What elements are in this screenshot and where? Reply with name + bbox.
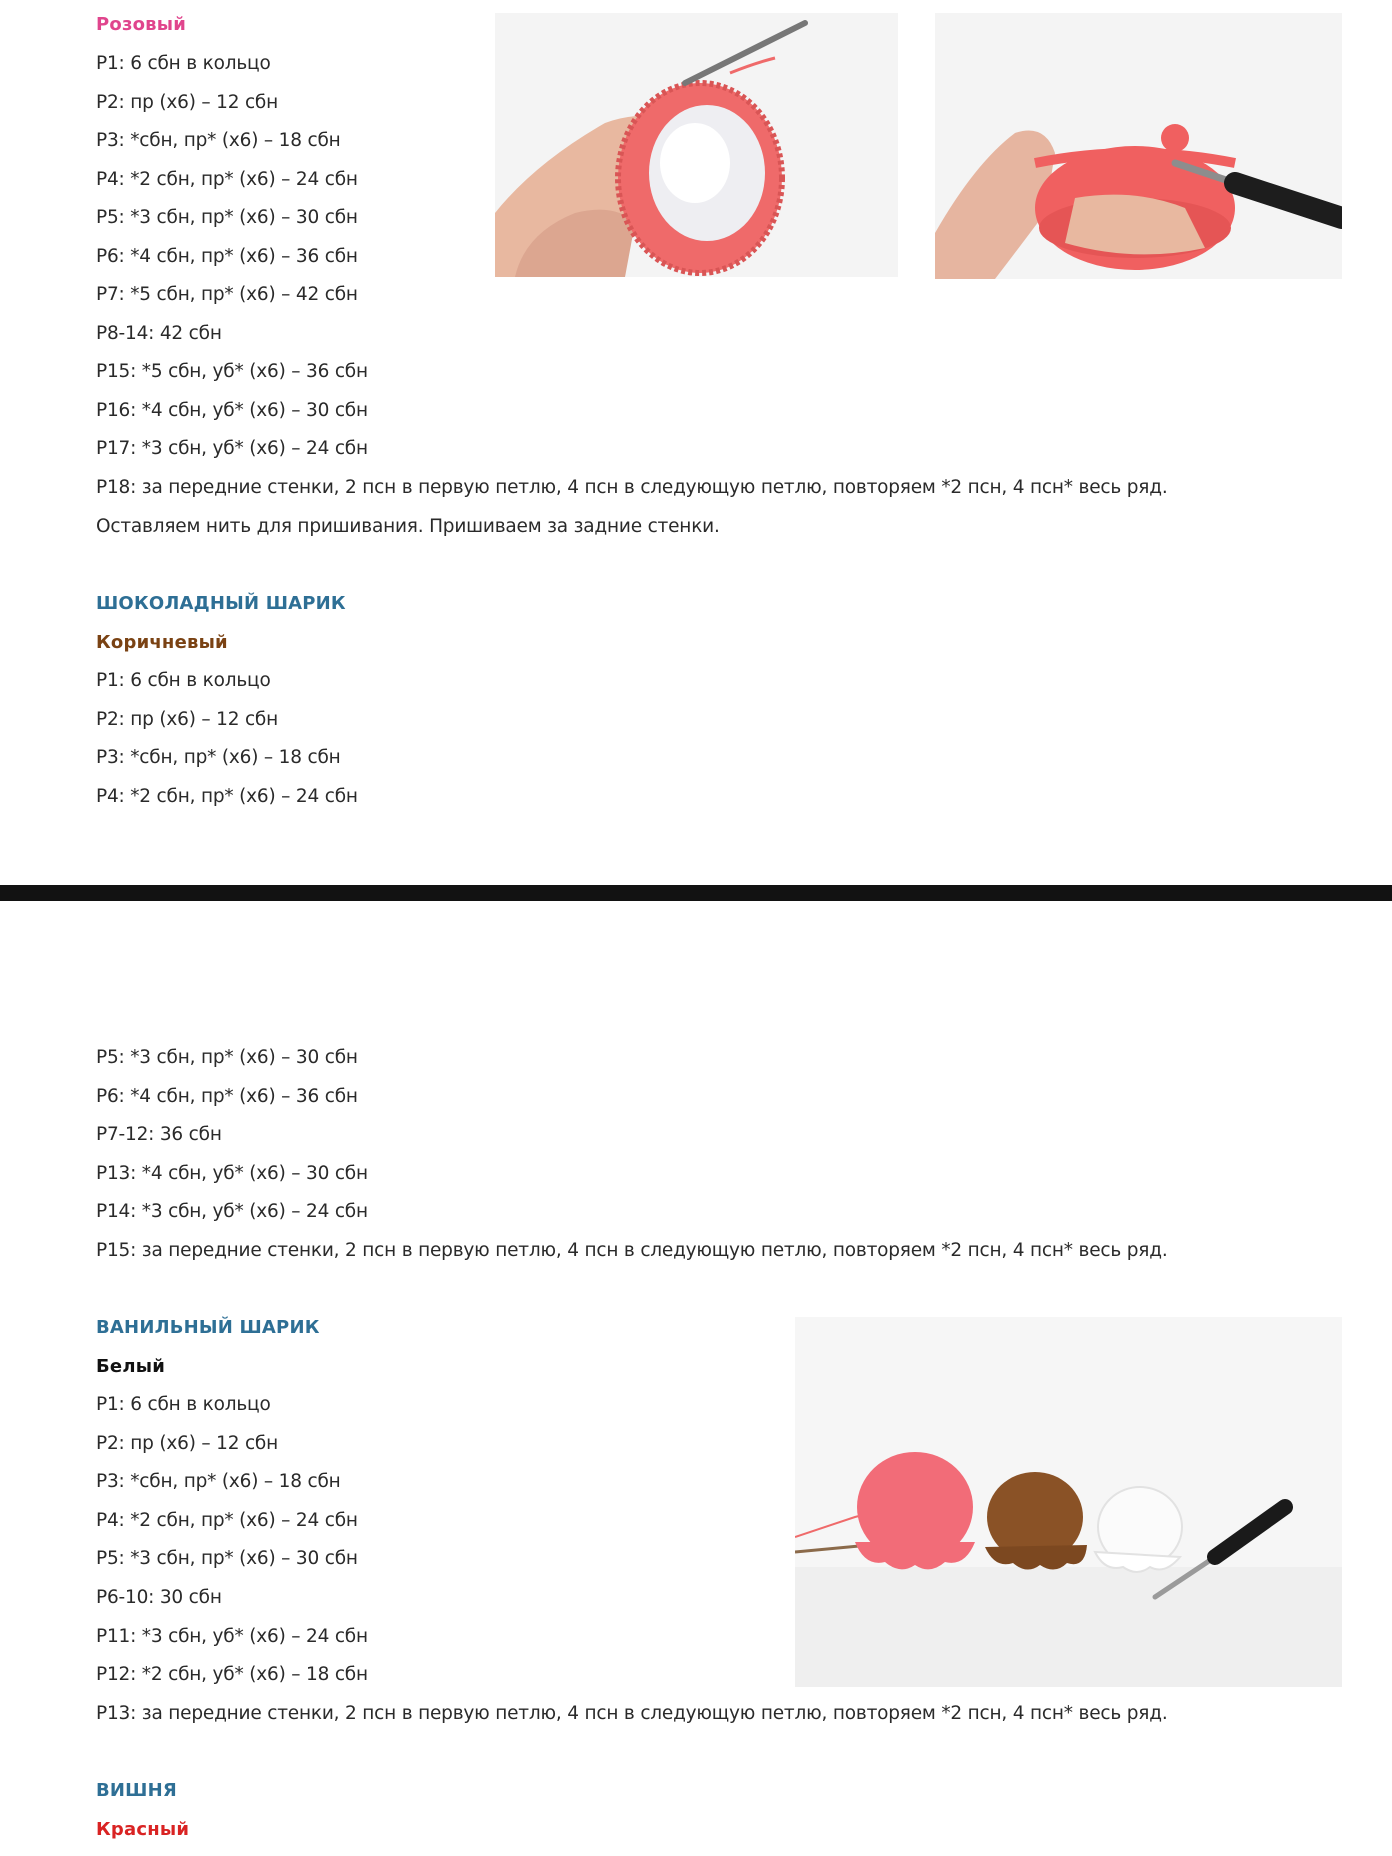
pattern-row: Р13: *4 сбн, уб* (х6) – 30 сбн	[96, 1163, 368, 1184]
pattern-row: Р7: *5 сбн, пр* (х6) – 42 сбн	[96, 284, 358, 305]
pattern-row: Р5: *3 сбн, пр* (х6) – 30 сбн	[96, 207, 358, 228]
pattern-row: Р7-12: 36 сбн	[96, 1124, 222, 1145]
page-divider	[0, 885, 1392, 901]
pattern-row: Р13: за передние стенки, 2 псн в первую петлю, 4 псн в следующую петлю, повторяем *2 псн, 4 псн* весь ряд.	[96, 1703, 1168, 1724]
pattern-row: Р15: *5 сбн, уб* (х6) – 36 сбн	[96, 361, 368, 382]
pattern-row: Р1: 6 сбн в кольцо	[96, 53, 271, 74]
pattern-row: Р3: *сбн, пр* (х6) – 18 сбн	[96, 130, 341, 151]
color-label-red: Красный	[96, 1819, 190, 1840]
color-label-white: Белый	[96, 1356, 166, 1377]
photo-pink-stuffing	[495, 13, 898, 277]
pattern-row: Р6-10: 30 сбн	[96, 1587, 222, 1608]
pattern-row: Р1: 6 сбн в кольцо	[96, 1394, 271, 1415]
pattern-row: Р6: *4 сбн, пр* (х6) – 36 сбн	[96, 1086, 358, 1107]
pattern-row: Р3: *сбн, пр* (х6) – 18 сбн	[96, 747, 341, 768]
pattern-row: Р2: пр (х6) – 12 сбн	[96, 92, 279, 113]
pattern-row: Р14: *3 сбн, уб* (х6) – 24 сбн	[96, 1201, 368, 1222]
pattern-row: Р18: за передние стенки, 2 псн в первую петлю, 4 псн в следующую петлю, повторяем *2 псн, 4 псн* весь ряд.	[96, 477, 1168, 498]
pattern-row: Р4: *2 сбн, пр* (х6) – 24 сбн	[96, 786, 358, 807]
pattern-row: Р12: *2 сбн, уб* (х6) – 18 сбн	[96, 1664, 368, 1685]
pattern-row: Р3: *сбн, пр* (х6) – 18 сбн	[96, 1471, 341, 1492]
pattern-row: Р2: пр (х6) – 12 сбн	[96, 1433, 279, 1454]
pattern-row: Р5: *3 сбн, пр* (х6) – 30 сбн	[96, 1047, 358, 1068]
section-title-cherry: ВИШНЯ	[96, 1780, 177, 1801]
section-title-chocolate: ШОКОЛАДНЫЙ ШАРИК	[96, 593, 346, 614]
photo-three-scoops	[795, 1317, 1342, 1687]
pattern-row: Р11: *3 сбн, уб* (х6) – 24 сбн	[96, 1626, 368, 1647]
pattern-row: Р15: за передние стенки, 2 псн в первую петлю, 4 псн в следующую петлю, повторяем *2 псн, 4 псн* весь ряд.	[96, 1240, 1168, 1261]
pattern-note: Оставляем нить для пришивания. Пришиваем за задние стенки.	[96, 516, 720, 537]
pattern-row: Р6: *4 сбн, пр* (х6) – 36 сбн	[96, 246, 358, 267]
color-label-pink: Розовый	[96, 14, 187, 35]
color-label-brown: Коричневый	[96, 632, 228, 653]
pattern-row: Р1: 6 сбн в кольцо	[96, 670, 271, 691]
pattern-row: Р8-14: 42 сбн	[96, 323, 222, 344]
pattern-row: Р2: пр (х6) – 12 сбн	[96, 709, 279, 730]
pattern-row: Р17: *3 сбн, уб* (х6) – 24 сбн	[96, 438, 368, 459]
pattern-row: Р4: *2 сбн, пр* (х6) – 24 сбн	[96, 169, 358, 190]
pattern-row: Р5: *3 сбн, пр* (х6) – 30 сбн	[96, 1548, 358, 1569]
section-title-vanilla: ВАНИЛЬНЫЙ ШАРИК	[96, 1317, 320, 1338]
pattern-row: Р16: *4 сбн, уб* (х6) – 30 сбн	[96, 400, 368, 421]
pattern-row: Р4: *2 сбн, пр* (х6) – 24 сбн	[96, 1510, 358, 1531]
photo-pink-ball-hook	[935, 13, 1342, 279]
